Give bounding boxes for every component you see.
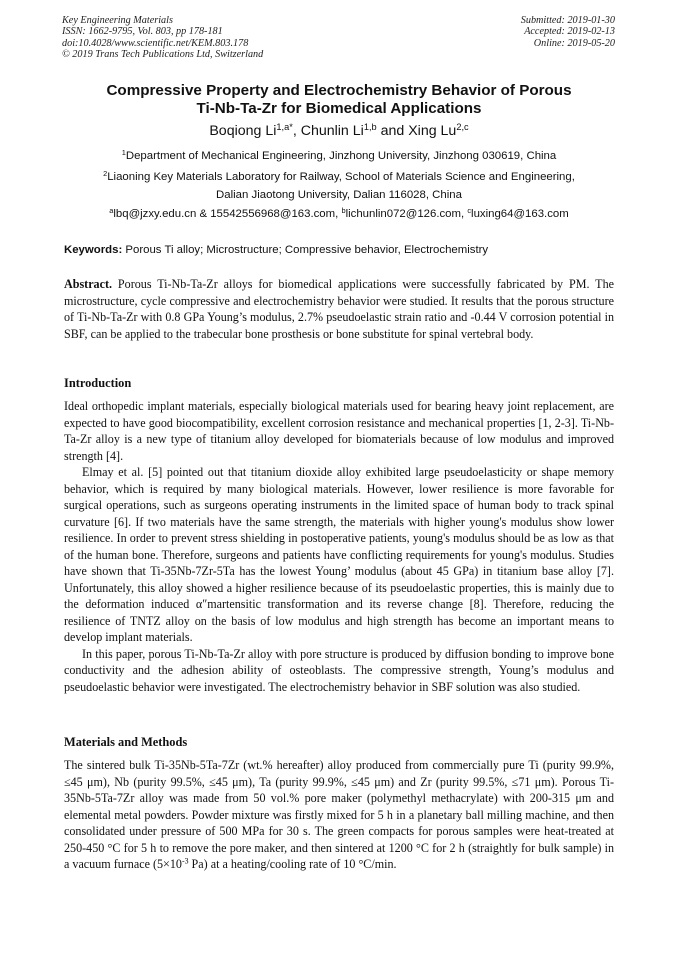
paragraph-text: Pa) at a heating/cooling rate of 10 °C/min. [188, 857, 397, 871]
abstract-text: Porous Ti-Nb-Ta-Zr alloys for biomedical applications were successfully fabricated by PM. The microstructure, cycle compressive and electrochemistry behavior were studied. It results that the porous structure of Ti-Nb-Ta-Zr with 0.8 GPa Young’s modulus, 2.7% pseudoelastic strain ratio and -0.44 V corrosion potential in SBF, can be applied to the trabecular bone prosthesis or bone substitute for spinal vertebral body. [64, 277, 614, 341]
author-3: Xing Lu [408, 123, 457, 139]
section-heading-methods: Materials and Methods [64, 735, 188, 749]
paper-title [40, 82, 638, 118]
author-separator: and [376, 123, 409, 139]
email-a[interactable]: lbq@jzxy.edu.cn & 15542556968@163.com, [113, 208, 342, 220]
affiliation-2 [70, 169, 608, 204]
keywords [64, 242, 488, 258]
paragraph-text: The sintered bulk Ti-35Nb-5Ta-7Zr (wt.% hereafter) alloy produced from commercially pure Ti (purity 99.9%, ≤45 μm), Nb (purity 99.5%, ≤45 μm), Ta (purity 99.9%, ≤45 μm) and Zr (purity 99.5%, ≤71 μm). Porous Ti-35Nb-5Ta-7Zr alloy was made from 50 vol.% pore maker (polymethyl methacrylate) with 200-315 μm and elemental metal powders. Powder mixture was firstly mixed for 5 h in a planetary ball milling machine, and then consolidated under pressure of 500 MPa for 30 s. The green compacts for porous samples were heat-treated at 250-450 °C for 5 h to remove the pore maker, and then sintered at 1200 °C for 2 h (straightly for bulk sample) in a vacuum furnace (5×10 [64, 758, 614, 871]
journal-doi[interactable]: doi:10.4028/www.scientific.net/KEM.803.178 [62, 37, 249, 49]
author-2: Chunlin Li [300, 123, 364, 139]
author-1: Boqiong Li [209, 123, 277, 139]
affiliation-1 [70, 148, 608, 166]
author-emails [70, 206, 608, 224]
affiliation-text: Liaoning Key Materials Laboratory for Railway, School of Materials Science and Engineering, [107, 171, 575, 183]
paragraph: Ideal orthopedic implant materials, especially biological materials used for bearing heavy joint replacement, are expected to have good biocompatibility, excellent corrosion resistance and mechanical properties [1, 2-3]. Ti-Nb-Ta-Zr alloy is a new type of titanium alloy developed for biomaterials because of low modulus and improved strength [4]. [64, 399, 614, 463]
paragraph: In this paper, porous Ti-Nb-Ta-Zr alloy with pore structure is produced by diffusion bonding to improve bone conductivity and the adhesion ability of osteoblasts. The compressive strength, Young’s modulus and pseudoelastic behavior were investigated. The electrochemistry behavior in SBF solution was also studied. [64, 646, 614, 694]
journal-issn: ISSN: 1662-9795, Vol. 803, pp 178-181 [62, 26, 223, 38]
section-heading-introduction: Introduction [64, 376, 132, 390]
author-3-affiliation: 2,c [456, 121, 469, 132]
affiliation-marker: 2 [103, 168, 108, 178]
keywords-text: Porous Ti alloy; Microstructure; Compressive behavior, Electrochemistry [122, 244, 489, 256]
journal-info [62, 15, 263, 60]
email-marker: a [109, 205, 114, 215]
email-marker: b [341, 205, 346, 215]
author-list [40, 122, 638, 140]
paragraph [64, 757, 614, 873]
methods-body [64, 757, 614, 873]
online-date: Online: 2019-05-20 [533, 37, 615, 49]
email-c[interactable]: luxing64@163.com [471, 208, 569, 220]
title-line-1: Compressive Property and Electrochemistry Behavior of Porous [106, 82, 572, 99]
accepted-date: Accepted: 2019-02-13 [524, 26, 615, 38]
journal-copyright: © 2019 Trans Tech Publications Ltd, Switzerland [62, 48, 264, 60]
paragraph: Elmay et al. [5] pointed out that titanium dioxide alloy exhibited large pseudoelasticity or shape memory behavior, which is required by many biological materials. However, lower resilience is more favorable for surgical operations, such as surgeons operating instruments in the limited space of human body to track spinal curvature [6]. If two materials have the same strength, the materials with higher young's modulus show lower resilience. In order to prevent stress shielding in postoperative patients, young's modulus should be as low as that of the human bone. Therefore, surgeons and patients have conflicting requirements for young's modulus. Studies have shown that Ti-35Nb-7Zr-5Ta has the lowest Young’ modulus (about 45 GPa) in titanium base alloy [7]. Unfortunately, this alloy showed a higher resilience because of its pseudoelastic properties, this is mainly due to the deformation induced α″martensitic transformation and its reverse change [8]. Therefore, reducing the resilience of TNTZ alloy on the basis of low modulus and high strength has become an important means to develop implant materials. [64, 465, 614, 644]
email-marker: c [467, 205, 472, 215]
journal-name: Key Engineering Materials [62, 15, 173, 26]
submission-dates [521, 15, 615, 49]
affiliation-text: Department of Mechanical Engineering, Jinzhong University, Jinzhong 030619, China [125, 150, 557, 162]
keywords-label: Keywords: [64, 244, 123, 256]
email-b[interactable]: lichunlin072@126.com, [345, 208, 468, 220]
author-2-affiliation: 1,b [363, 121, 377, 132]
affiliation-marker: 1 [121, 147, 126, 157]
exponent: -3 [181, 856, 189, 866]
author-separator: , [292, 123, 301, 139]
author-1-affiliation: 1,a* [276, 121, 293, 132]
submitted-date: Submitted: 2019-01-30 [520, 15, 615, 26]
abstract-label: Abstract. [64, 277, 113, 291]
title-line-2: Ti-Nb-Ta-Zr for Biomedical Applications [196, 100, 482, 117]
introduction-body [64, 398, 614, 695]
affiliation-text: Dalian Jiaotong University, Dalian 116028, China [216, 188, 462, 201]
abstract [64, 276, 614, 342]
